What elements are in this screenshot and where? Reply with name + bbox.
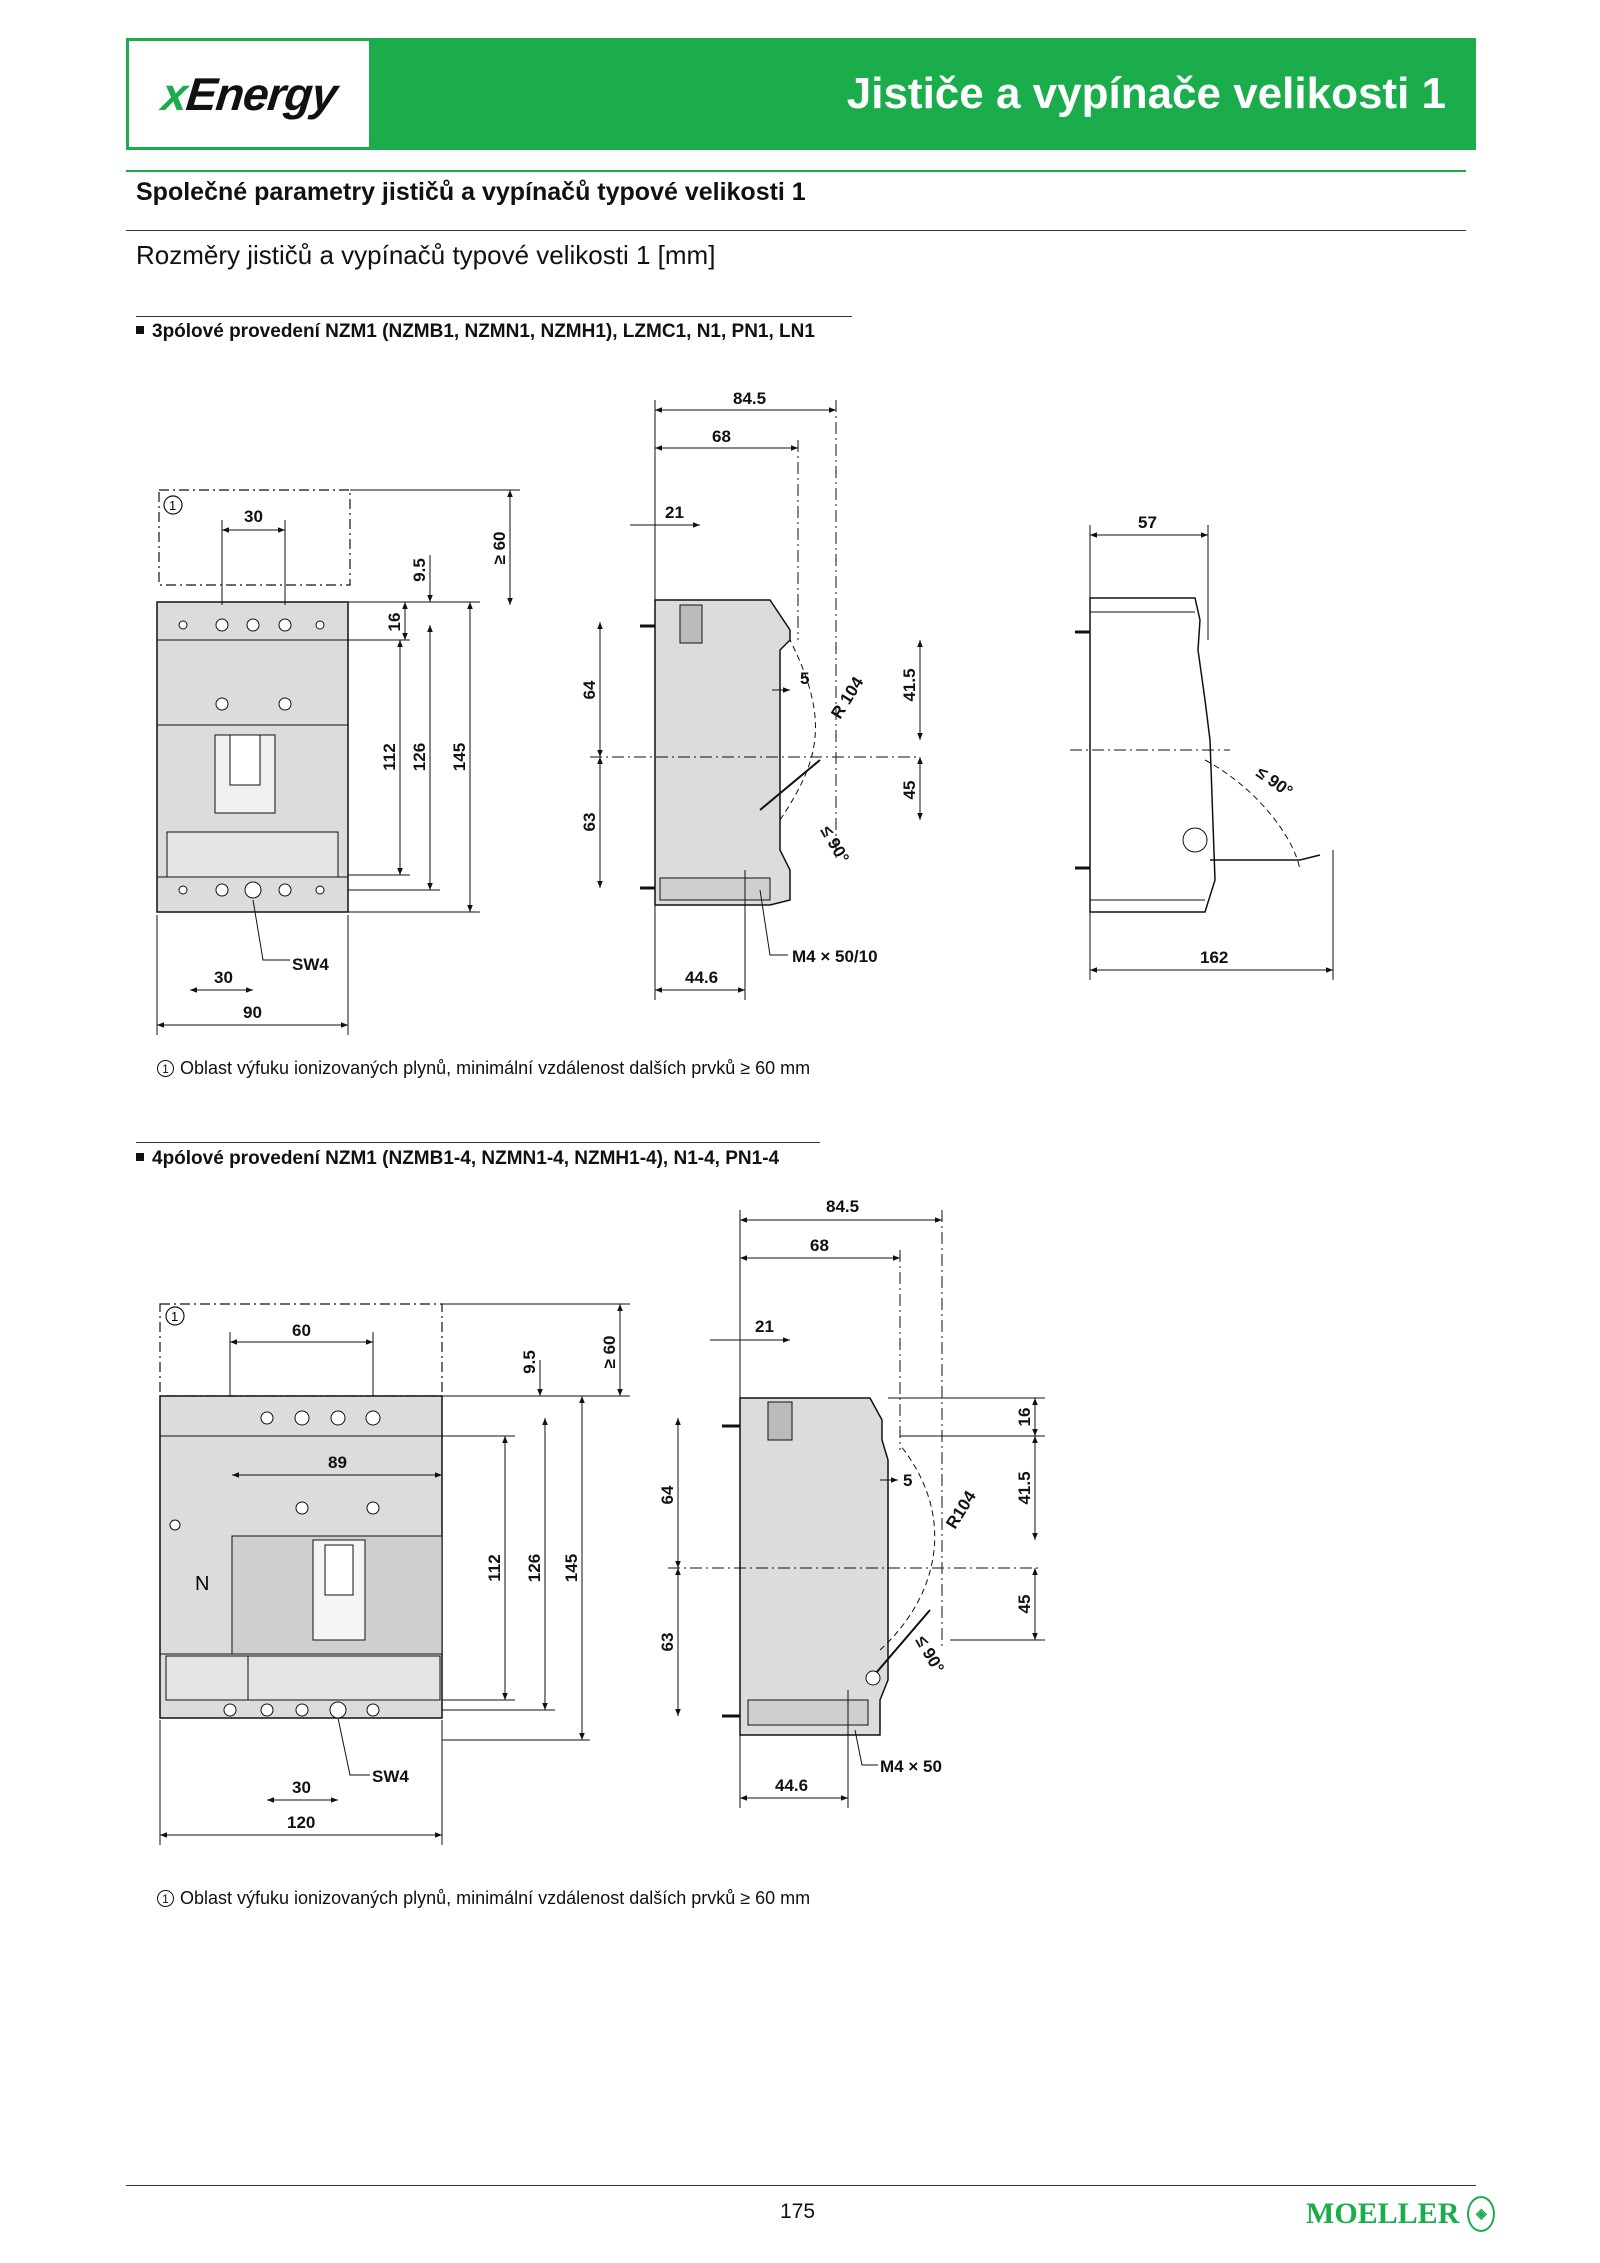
svg-text:64: 64 xyxy=(658,1485,677,1505)
svg-text:63: 63 xyxy=(658,1632,677,1652)
svg-text:16: 16 xyxy=(1015,1407,1034,1427)
svg-text:30: 30 xyxy=(244,507,263,526)
svg-text:41.5: 41.5 xyxy=(1015,1471,1034,1505)
svg-text:≥ 60: ≥ 60 xyxy=(600,1335,619,1369)
svg-text:44.6: 44.6 xyxy=(775,1776,809,1795)
svg-text:126: 126 xyxy=(410,742,429,772)
svg-text:120: 120 xyxy=(287,1813,316,1832)
xenergy-logo: xEnergy xyxy=(158,68,339,120)
svg-text:63: 63 xyxy=(580,812,599,832)
svg-text:≤ 90°: ≤ 90° xyxy=(1252,762,1297,802)
svg-text:9.5: 9.5 xyxy=(520,1350,539,1374)
moeller-emblem-icon: ◈ xyxy=(1467,2196,1495,2232)
svg-text:≤ 90°: ≤ 90° xyxy=(911,1632,948,1677)
svg-text:5: 5 xyxy=(800,669,810,688)
svg-text:45: 45 xyxy=(900,780,919,800)
svg-text:162: 162 xyxy=(1200,948,1229,967)
svg-text:9.5: 9.5 xyxy=(410,558,429,582)
svg-text:84.5: 84.5 xyxy=(826,1197,860,1216)
svg-text:68: 68 xyxy=(810,1236,829,1255)
svg-text:SW4: SW4 xyxy=(292,955,329,974)
svg-text:16: 16 xyxy=(385,612,404,632)
svg-text:30: 30 xyxy=(214,968,233,987)
svg-text:64: 64 xyxy=(580,680,599,700)
side-view-3p xyxy=(580,389,920,1000)
svg-text:SW4: SW4 xyxy=(372,1767,409,1786)
svg-text:M4 × 50/10: M4 × 50/10 xyxy=(792,947,878,966)
svg-text:30: 30 xyxy=(292,1778,311,1797)
svg-text:5: 5 xyxy=(903,1471,913,1490)
figure-1-title: 3pólové provedení NZM1 (NZMB1, NZMN1, NZMH1), LZMC1, N1, PN1, LN1 xyxy=(136,321,815,343)
svg-text:R 104: R 104 xyxy=(827,673,868,723)
svg-text:41.5: 41.5 xyxy=(900,668,919,702)
figure-1-footnote: 1 Oblast výfuku ionizovaných plynů, minimální vzdálenost dalších prvků ≥ 60 mm xyxy=(157,1058,810,1079)
footnote-marker: 1 xyxy=(157,1890,174,1907)
figure-2-drawing xyxy=(0,1180,1600,1920)
figure-2-title: 4pólové provedení NZM1 (NZMB1-4, NZMN1-4, NZMH1-4), N1-4, PN1-4 xyxy=(136,1148,779,1170)
svg-text:21: 21 xyxy=(755,1317,774,1336)
rear-view-3p xyxy=(1070,513,1333,980)
figure-2-footnote: 1 Oblast výfuku ionizovaných plynů, minimální vzdálenost dalších prvků ≥ 60 mm xyxy=(157,1888,810,1909)
svg-text:≤ 90°: ≤ 90° xyxy=(816,822,853,867)
svg-text:90: 90 xyxy=(243,1003,262,1022)
svg-text:112: 112 xyxy=(380,743,399,771)
moeller-logo: MOELLER ◈ xyxy=(1306,2196,1495,2232)
svg-text:57: 57 xyxy=(1138,513,1157,532)
front-view-4p xyxy=(160,1304,630,1845)
svg-text:45: 45 xyxy=(1015,1594,1034,1614)
page-title: Jističe a vypínače velikosti 1 xyxy=(846,69,1446,118)
svg-text:44.6: 44.6 xyxy=(685,968,719,987)
page-number: 175 xyxy=(780,2200,816,2223)
svg-text:84.5: 84.5 xyxy=(733,389,767,408)
svg-text:89: 89 xyxy=(328,1453,347,1472)
svg-text:112: 112 xyxy=(485,1554,504,1582)
svg-text:145: 145 xyxy=(450,742,469,772)
svg-text:60: 60 xyxy=(292,1321,311,1340)
svg-text:N: N xyxy=(195,1573,210,1595)
svg-text:21: 21 xyxy=(665,503,684,522)
svg-text:≥ 60: ≥ 60 xyxy=(490,531,509,565)
svg-text:1: 1 xyxy=(169,498,177,513)
svg-text:145: 145 xyxy=(562,1553,581,1583)
svg-text:1: 1 xyxy=(171,1309,179,1324)
front-view-3p xyxy=(157,490,520,1035)
subsection-title: Rozměry jističů a vypínačů typové velikosti 1 [mm] xyxy=(136,240,716,270)
svg-text:M4 × 50: M4 × 50 xyxy=(880,1757,942,1776)
figure-1-drawing xyxy=(0,0,1600,1100)
svg-text:68: 68 xyxy=(712,427,731,446)
footnote-marker: 1 xyxy=(157,1060,174,1077)
footer-rule xyxy=(126,2185,1476,2186)
svg-text:R104: R104 xyxy=(942,1487,980,1533)
svg-text:126: 126 xyxy=(525,1553,544,1583)
figure-2-rule xyxy=(136,1142,820,1143)
section-title: Společné parametry jističů a vypínačů typové velikosti 1 xyxy=(136,178,806,206)
side-view-4p xyxy=(658,1197,1045,1808)
